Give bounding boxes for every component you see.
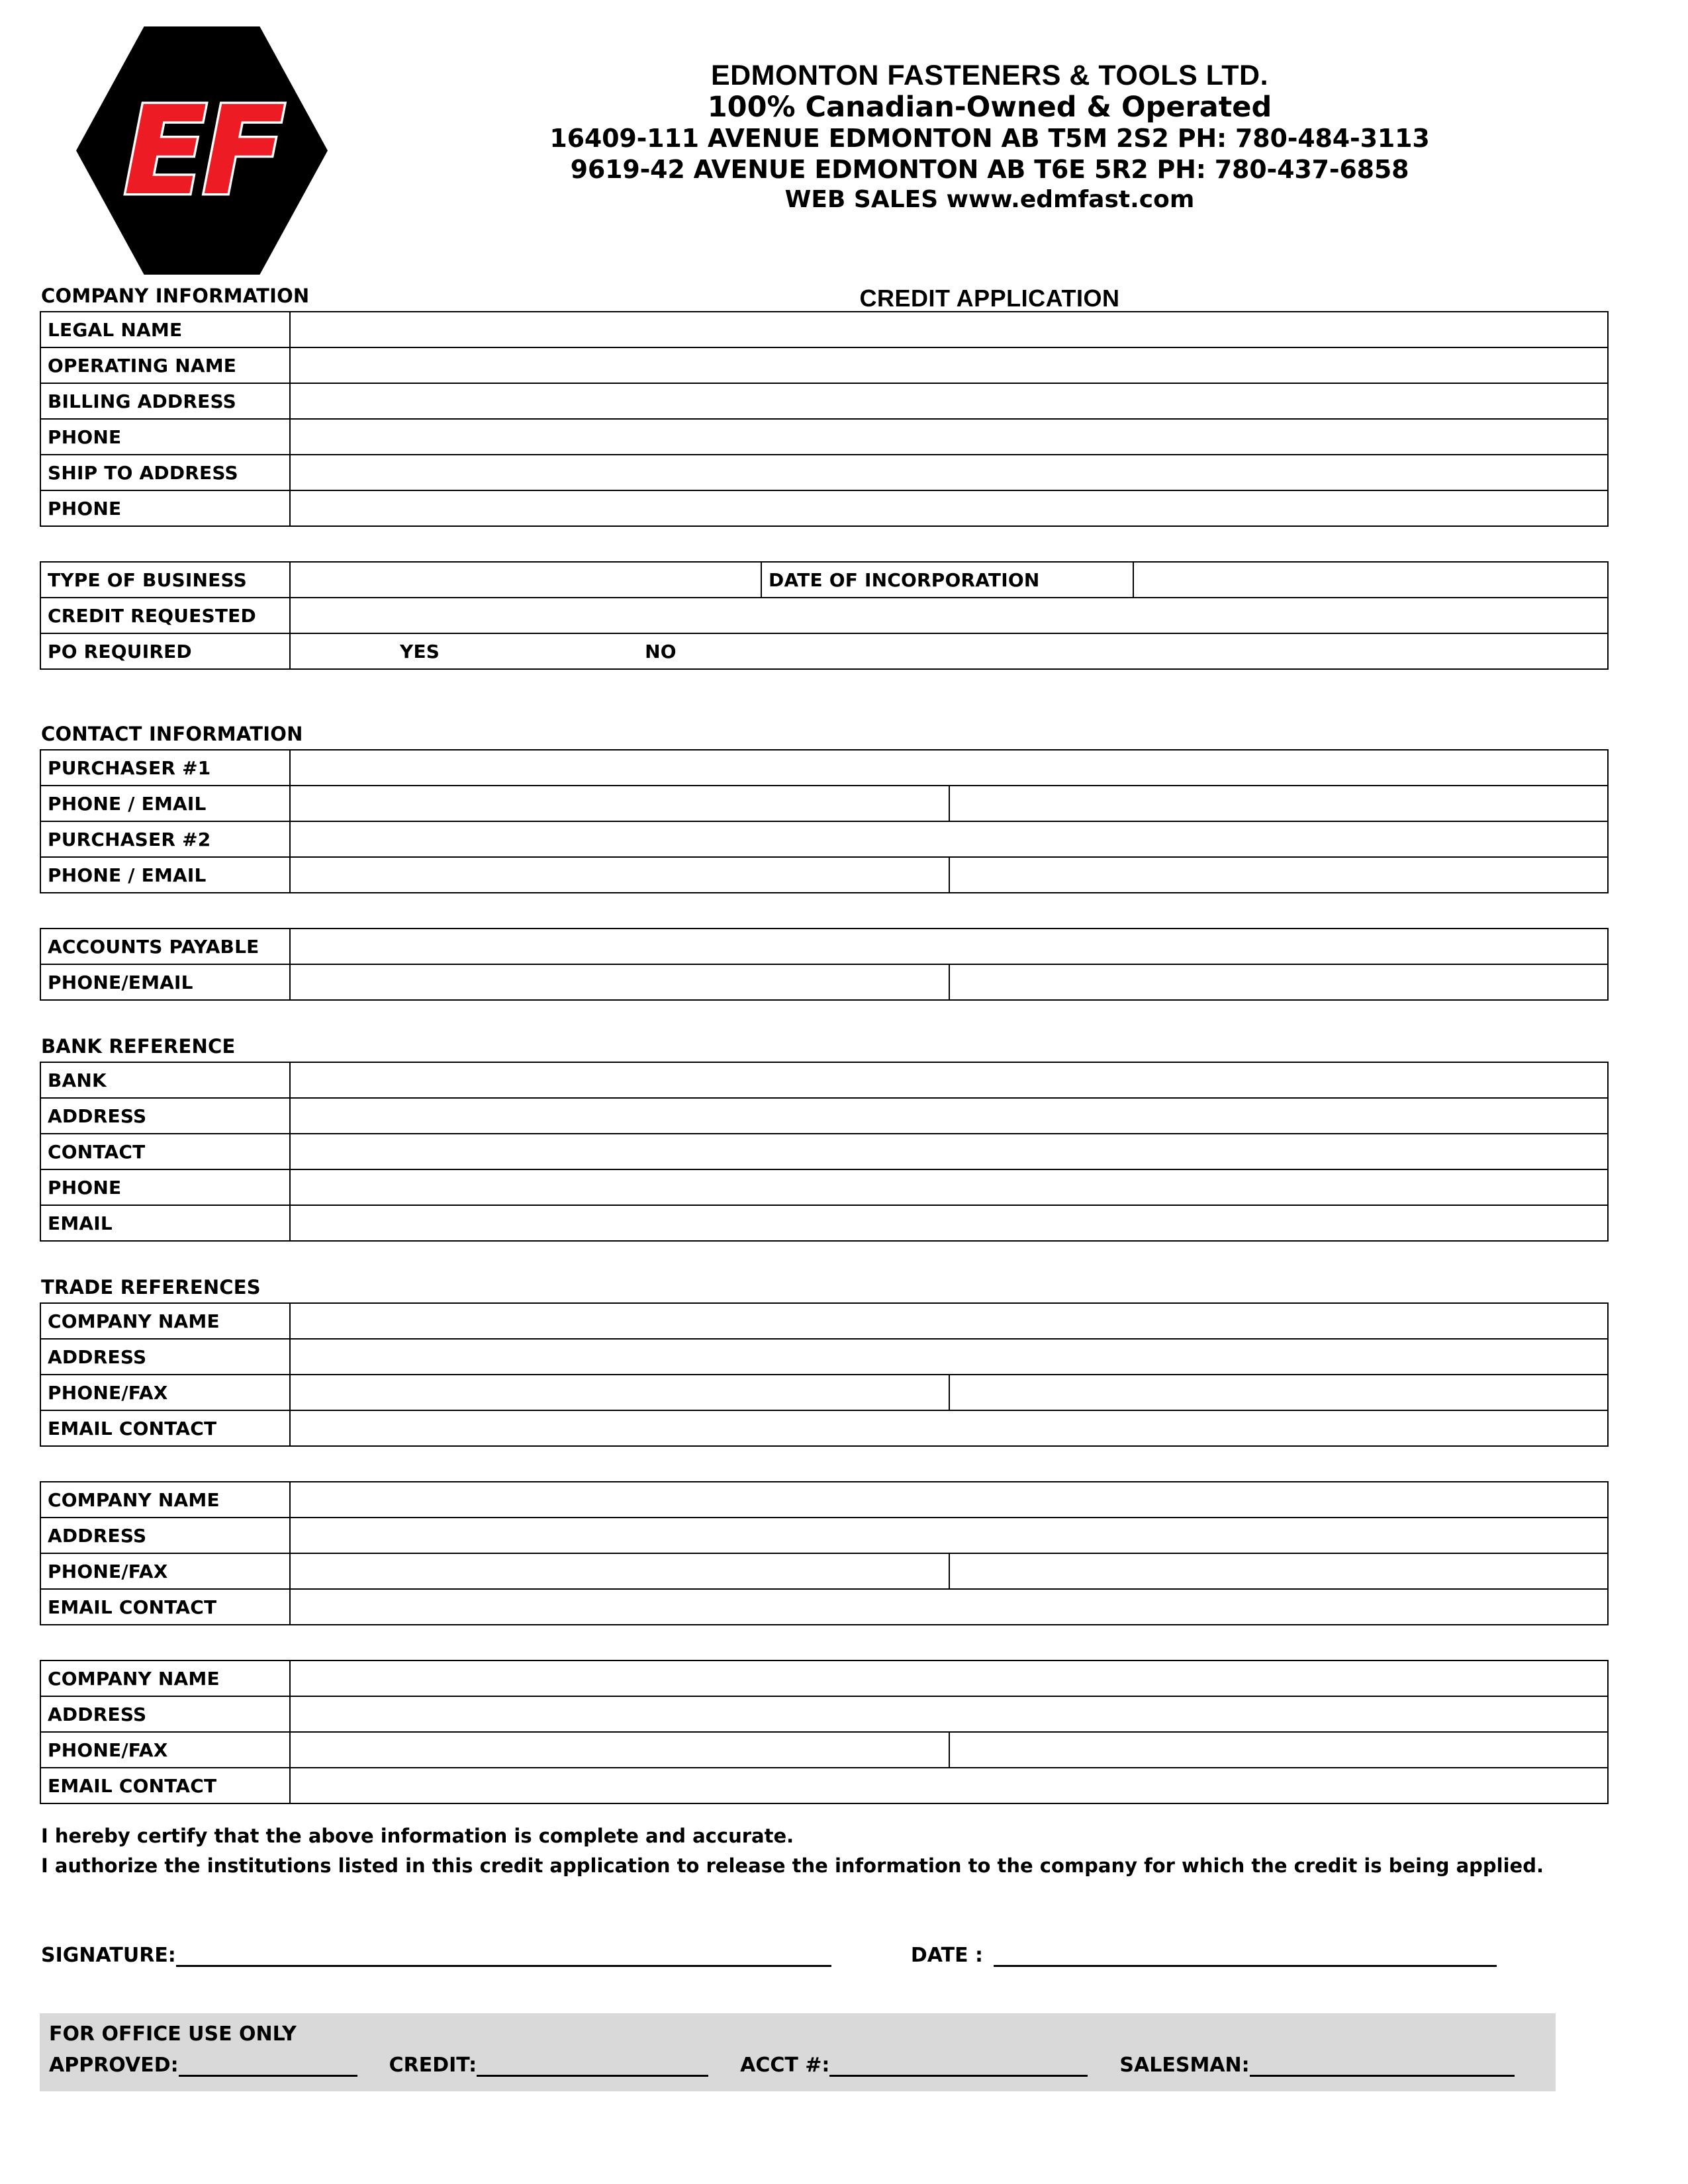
table-row bbox=[40, 1518, 1608, 1553]
company-information-table bbox=[40, 311, 1609, 527]
certification-line-1: I hereby certify that the above information is complete and accurate. bbox=[41, 1825, 794, 1847]
credit-requested-field[interactable] bbox=[290, 598, 1608, 633]
certification-text bbox=[41, 1821, 1648, 1881]
po-required-choices bbox=[290, 633, 1608, 669]
row-label-ship-to-address: SHIP TO ADDRESS bbox=[40, 455, 290, 490]
row-label-trade-2-company-name: COMPANY NAME bbox=[40, 1482, 290, 1518]
table-row bbox=[40, 857, 1608, 893]
approved-label: APPROVED: bbox=[49, 2053, 179, 2077]
trade-1-email-contact-field[interactable] bbox=[290, 1410, 1608, 1446]
table-row bbox=[40, 1205, 1608, 1241]
trade-2-address-field[interactable] bbox=[290, 1518, 1608, 1553]
table-row bbox=[40, 1696, 1608, 1732]
business-details-table bbox=[40, 561, 1609, 670]
billing-phone-field[interactable] bbox=[290, 419, 1608, 455]
section-label-bank-reference: BANK REFERENCE bbox=[41, 1035, 236, 1058]
trade-reference-table-1 bbox=[40, 1302, 1609, 1447]
accounts-payable-field[interactable] bbox=[290, 929, 1608, 964]
row-label-trade-1-phone-fax: PHONE/FAX bbox=[40, 1375, 290, 1410]
trade-2-fax-field[interactable] bbox=[949, 1553, 1609, 1589]
trade-1-company-name-field[interactable] bbox=[290, 1303, 1608, 1339]
table-row bbox=[40, 383, 1608, 419]
table-row bbox=[40, 929, 1608, 964]
company-tagline: 100% Canadian-Owned & Operated bbox=[707, 91, 1272, 124]
table-row bbox=[40, 750, 1608, 786]
row-label-type-of-business: TYPE OF BUSINESS bbox=[40, 562, 290, 598]
row-label-operating-name: OPERATING NAME bbox=[40, 347, 290, 383]
company-web-sales: WEB SALES www.edmfast.com bbox=[784, 186, 1195, 214]
ef-monogram-icon: EF bbox=[123, 79, 281, 222]
table-row bbox=[40, 1303, 1608, 1339]
table-row bbox=[40, 821, 1608, 857]
purchaser-2-phone-field[interactable] bbox=[290, 857, 949, 893]
table-row bbox=[40, 1553, 1608, 1589]
legal-name-field[interactable] bbox=[290, 312, 1608, 347]
row-label-bank-address: ADDRESS bbox=[40, 1098, 290, 1134]
row-label-trade-2-email-contact: EMAIL CONTACT bbox=[40, 1589, 290, 1625]
row-label-trade-3-phone-fax: PHONE/FAX bbox=[40, 1732, 290, 1768]
accounts-payable-table bbox=[40, 928, 1609, 1001]
approved-input[interactable] bbox=[179, 2074, 357, 2077]
company-address-1: 16409-111 AVENUE EDMONTON AB T5M 2S2 PH: 780-484-3113 bbox=[549, 124, 1430, 154]
row-label-bank-email: EMAIL bbox=[40, 1205, 290, 1241]
company-address-2: 9619-42 AVENUE EDMONTON AB T6E 5R2 PH: 780-437-6858 bbox=[570, 154, 1409, 184]
spacer bbox=[40, 1242, 1648, 1276]
date-input[interactable] bbox=[994, 1964, 1497, 1967]
spacer bbox=[40, 1625, 1648, 1660]
credit-input[interactable] bbox=[477, 2074, 708, 2077]
trade-3-fax-field[interactable] bbox=[949, 1732, 1609, 1768]
table-row bbox=[40, 1098, 1608, 1134]
row-label-date-of-incorporation: DATE OF INCORPORATION bbox=[761, 562, 1133, 598]
spacer bbox=[40, 670, 1648, 723]
trade-3-phone-field[interactable] bbox=[290, 1732, 949, 1768]
table-row bbox=[40, 598, 1608, 633]
table-row bbox=[40, 1661, 1608, 1696]
table-row bbox=[40, 964, 1608, 1000]
table-row bbox=[40, 347, 1608, 383]
table-row bbox=[40, 1589, 1608, 1625]
accounts-payable-email-field[interactable] bbox=[949, 964, 1609, 1000]
row-label-legal-name: LEGAL NAME bbox=[40, 312, 290, 347]
row-label-accounts-payable: ACCOUNTS PAYABLE bbox=[40, 929, 290, 964]
table-row bbox=[40, 1732, 1608, 1768]
bank-reference-table bbox=[40, 1062, 1609, 1242]
salesman-label: SALESMAN: bbox=[1119, 2053, 1250, 2077]
row-label-trade-3-company-name: COMPANY NAME bbox=[40, 1661, 290, 1696]
po-required-yes-option[interactable]: YES bbox=[400, 640, 440, 662]
section-label-trade-references: TRADE REFERENCES bbox=[41, 1276, 261, 1298]
approved-field-group bbox=[49, 2054, 357, 2077]
spacer bbox=[40, 1447, 1648, 1481]
spacer bbox=[40, 893, 1648, 928]
table-row bbox=[40, 490, 1608, 526]
po-required-options bbox=[297, 641, 677, 662]
purchaser-1-email-field[interactable] bbox=[949, 786, 1609, 821]
row-label-trade-1-email-contact: EMAIL CONTACT bbox=[40, 1410, 290, 1446]
purchaser-2-email-field[interactable] bbox=[949, 857, 1609, 893]
ship-to-address-field[interactable] bbox=[290, 455, 1608, 490]
table-row bbox=[40, 455, 1608, 490]
bank-address-field[interactable] bbox=[290, 1098, 1608, 1134]
bank-name-field[interactable] bbox=[290, 1062, 1608, 1098]
acct-input[interactable] bbox=[829, 2074, 1088, 2077]
purchaser-1-phone-field[interactable] bbox=[290, 786, 949, 821]
office-use-section bbox=[40, 2013, 1556, 2091]
trade-3-email-contact-field[interactable] bbox=[290, 1768, 1608, 1803]
certification-line-2: I authorize the institutions listed in this credit application to release the information to the company for which the credit is being applied. bbox=[41, 1854, 1544, 1877]
salesman-input[interactable] bbox=[1250, 2074, 1515, 2077]
spacer bbox=[40, 527, 1648, 561]
accounts-payable-phone-field[interactable] bbox=[290, 964, 949, 1000]
salesman-field-group bbox=[1119, 2054, 1514, 2077]
row-label-bank-phone: PHONE bbox=[40, 1169, 290, 1205]
purchaser-1-field[interactable] bbox=[290, 750, 1608, 786]
trade-1-fax-field[interactable] bbox=[949, 1375, 1609, 1410]
row-label-purchaser-1-phone-email: PHONE / EMAIL bbox=[40, 786, 290, 821]
spacer bbox=[40, 1001, 1648, 1035]
section-label-company-information: COMPANY INFORMATION bbox=[41, 285, 310, 307]
spacer bbox=[40, 1804, 1648, 1821]
contact-information-table bbox=[40, 749, 1609, 893]
credit-field-group bbox=[389, 2054, 709, 2077]
bank-phone-field[interactable] bbox=[290, 1169, 1608, 1205]
table-row bbox=[40, 786, 1608, 821]
table-row bbox=[40, 633, 1608, 669]
acct-label: ACCT #: bbox=[740, 2053, 830, 2077]
table-row bbox=[40, 312, 1608, 347]
date-of-incorporation-field[interactable] bbox=[1133, 562, 1608, 598]
row-label-billing-address: BILLING ADDRESS bbox=[40, 383, 290, 419]
ship-to-phone-field[interactable] bbox=[290, 490, 1608, 526]
po-required-no-option[interactable]: NO bbox=[645, 640, 677, 662]
row-label-purchaser-2: PURCHASER #2 bbox=[40, 821, 290, 857]
trade-1-phone-field[interactable] bbox=[290, 1375, 949, 1410]
trade-3-company-name-field[interactable] bbox=[290, 1661, 1608, 1696]
table-row bbox=[40, 419, 1608, 455]
row-label-po-required: PO REQUIRED bbox=[40, 633, 290, 669]
table-row bbox=[40, 1375, 1608, 1410]
row-label-purchaser-2-phone-email: PHONE / EMAIL bbox=[40, 857, 290, 893]
row-label-trade-1-company-name: COMPANY NAME bbox=[40, 1303, 290, 1339]
signature-row bbox=[41, 1944, 1648, 1967]
trade-1-address-field[interactable] bbox=[290, 1339, 1608, 1375]
page-title: CREDIT APPLICATION bbox=[859, 285, 1120, 312]
bank-contact-field[interactable] bbox=[290, 1134, 1608, 1169]
row-label-billing-phone: PHONE bbox=[40, 419, 290, 455]
credit-label: CREDIT: bbox=[389, 2053, 477, 2077]
operating-name-field[interactable] bbox=[290, 347, 1608, 383]
trade-2-phone-field[interactable] bbox=[290, 1553, 949, 1589]
row-label-bank: BANK bbox=[40, 1062, 290, 1098]
trade-3-address-field[interactable] bbox=[290, 1696, 1608, 1732]
header-company-block bbox=[331, 60, 1648, 214]
table-row bbox=[40, 1134, 1608, 1169]
row-label-accounts-payable-phone-email: PHONE/EMAIL bbox=[40, 964, 290, 1000]
row-label-trade-2-phone-fax: PHONE/FAX bbox=[40, 1553, 290, 1589]
row-label-trade-3-email-contact: EMAIL CONTACT bbox=[40, 1768, 290, 1803]
trade-reference-table-2 bbox=[40, 1481, 1609, 1625]
office-use-title: FOR OFFICE USE ONLY bbox=[49, 2022, 297, 2046]
row-label-ship-to-phone: PHONE bbox=[40, 490, 290, 526]
table-row bbox=[40, 1339, 1608, 1375]
trade-2-company-name-field[interactable] bbox=[290, 1482, 1608, 1518]
office-use-fields bbox=[49, 2054, 1546, 2077]
table-row bbox=[40, 1169, 1608, 1205]
section-label-contact-information: CONTACT INFORMATION bbox=[41, 723, 303, 745]
table-row bbox=[40, 1410, 1608, 1446]
row-label-purchaser-1: PURCHASER #1 bbox=[40, 750, 290, 786]
date-label: DATE : bbox=[910, 1943, 984, 1967]
row-label-trade-1-address: ADDRESS bbox=[40, 1339, 290, 1375]
trade-2-email-contact-field[interactable] bbox=[290, 1589, 1608, 1625]
table-row bbox=[40, 1768, 1608, 1803]
purchaser-2-field[interactable] bbox=[290, 821, 1608, 857]
billing-address-field[interactable] bbox=[290, 383, 1608, 419]
signature-input[interactable] bbox=[176, 1964, 831, 1967]
company-name: EDMONTON FASTENERS & TOOLS LTD. bbox=[710, 60, 1269, 91]
signature-label: SIGNATURE: bbox=[41, 1943, 176, 1967]
row-label-trade-2-address: ADDRESS bbox=[40, 1518, 290, 1553]
table-row bbox=[40, 562, 1608, 598]
row-label-bank-contact: CONTACT bbox=[40, 1134, 290, 1169]
table-row bbox=[40, 1062, 1608, 1098]
type-of-business-field[interactable] bbox=[290, 562, 761, 598]
acct-field-group bbox=[740, 2054, 1088, 2077]
company-logo bbox=[76, 26, 328, 275]
row-label-credit-requested: CREDIT REQUESTED bbox=[40, 598, 290, 633]
trade-reference-table-3 bbox=[40, 1660, 1609, 1804]
bank-email-field[interactable] bbox=[290, 1205, 1608, 1241]
table-row bbox=[40, 1482, 1608, 1518]
row-label-trade-3-address: ADDRESS bbox=[40, 1696, 290, 1732]
